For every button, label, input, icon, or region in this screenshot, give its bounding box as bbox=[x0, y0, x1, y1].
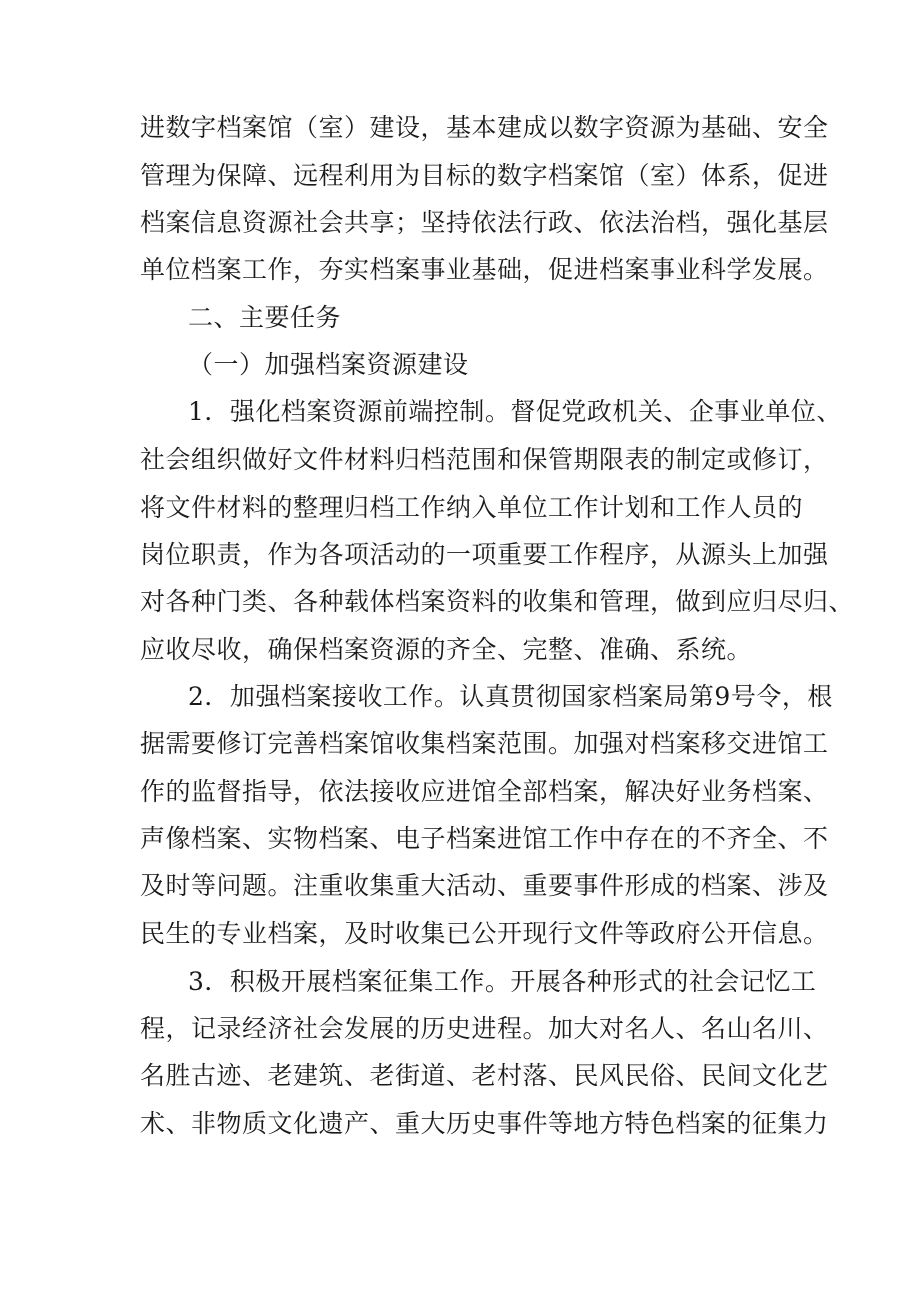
paragraph-line: 单位档案工作，夯实档案事业基础，促进档案事业科学发展。 bbox=[140, 255, 829, 284]
paragraph-line: 将文件材料的整理归档工作纳入单位工作计划和工作人员的 bbox=[140, 493, 804, 522]
paragraph-line: 管理为保障、远程利用为目标的数字档案馆（室）体系，促进 bbox=[140, 161, 829, 190]
paragraph-line: 民生的专业档案，及时收集已公开现行文件等政府公开信息。 bbox=[140, 919, 829, 948]
paragraph-line: 作的监督指导，依法接收应进馆全部档案，解决好业务档案、 bbox=[140, 777, 829, 806]
paragraph-line: 声像档案、实物档案、电子档案进馆工作中存在的不齐全、不 bbox=[140, 824, 829, 853]
section-heading: 二、主要任务 bbox=[188, 303, 342, 332]
paragraph-line: 据需要修订完善档案馆收集档案范围。加强对档案移交进馆工 bbox=[140, 729, 829, 758]
paragraph-line: 术、非物质文化遗产、重大历史事件等地方特色档案的征集力 bbox=[140, 1109, 829, 1138]
paragraph-line: 2．加强档案接收工作。认真贯彻国家档案局第9号令，根 bbox=[188, 682, 833, 711]
subsection-heading: （一）加强档案资源建设 bbox=[188, 350, 469, 379]
paragraph-line: 3．积极开展档案征集工作。开展各种形式的社会记忆工 bbox=[188, 967, 817, 996]
paragraph-line: 1．强化档案资源前端控制。督促党政机关、企事业单位、 bbox=[188, 397, 842, 426]
paragraph-line: 程，记录经济社会发展的历史进程。加大对名人、名山名川、 bbox=[140, 1014, 829, 1043]
paragraph-line: 对各种门类、各种载体档案资料的收集和管理，做到应归尽归、 bbox=[140, 587, 855, 616]
paragraph-line: 名胜古迹、老建筑、老街道、老村落、民风民俗、民间文化艺 bbox=[140, 1061, 829, 1090]
paragraph-line: 应收尽收，确保档案资源的齐全、完整、准确、系统。 bbox=[140, 635, 753, 664]
paragraph-line: 社会组织做好文件材料归档范围和保管期限表的制定或修订， bbox=[140, 445, 829, 474]
paragraph-line: 档案信息资源社会共享；坚持依法行政、依法治档，强化基层 bbox=[140, 208, 829, 237]
paragraph-line: 进数字档案馆（室）建设，基本建成以数字资源为基础、安全 bbox=[140, 113, 829, 142]
paragraph-line: 岗位职责，作为各项活动的一项重要工作程序，从源头上加强 bbox=[140, 540, 829, 569]
paragraph-line: 及时等问题。注重收集重大活动、重要事件形成的档案、涉及 bbox=[140, 871, 829, 900]
